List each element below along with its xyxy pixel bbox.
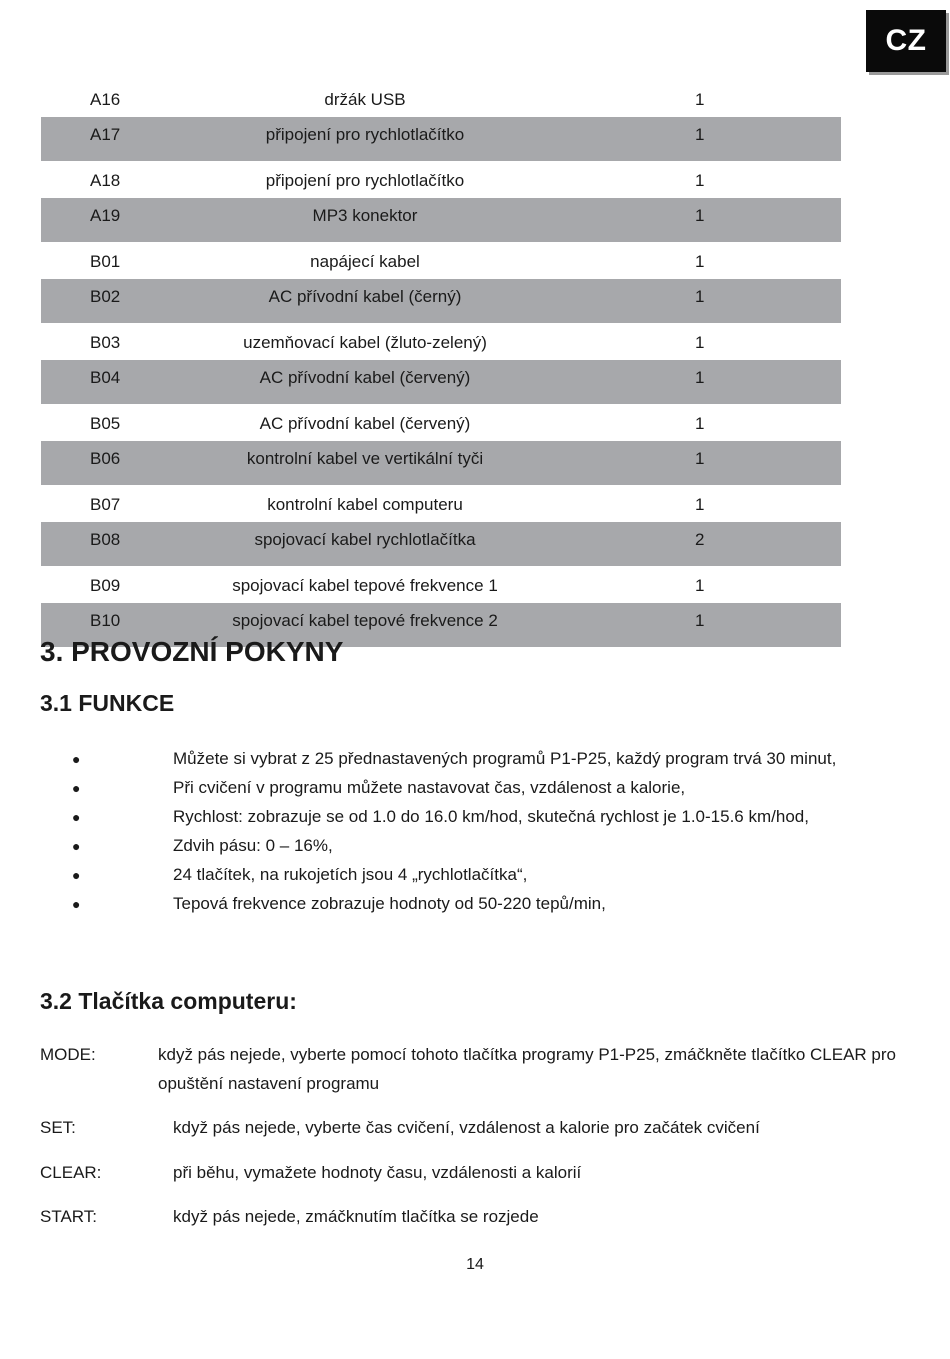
table-row	[41, 360, 841, 404]
list-item	[72, 860, 836, 889]
table-row	[41, 242, 841, 279]
button-description: při běhu, vymažete hodnoty času, vzdálenosti a kalorií	[173, 1163, 582, 1182]
list-item-text: Můžete si vybrat z 25 přednastavených programů P1-P25, každý program trvá 30 minut,	[173, 748, 837, 768]
part-qty: 1	[499, 198, 841, 242]
button-key: CLEAR:	[40, 1163, 102, 1182]
part-qty: 1	[695, 170, 705, 190]
button-definition-start	[40, 1202, 920, 1232]
list-item-text: Při cvičení v programu můžete nastavovat čas, vzdálenost a kalorie,	[173, 777, 686, 797]
table-row	[41, 80, 841, 117]
part-qty: 1	[695, 332, 705, 352]
part-code: B09	[90, 575, 121, 595]
list-item	[72, 831, 836, 860]
table-row	[41, 117, 841, 161]
part-qty: 1	[695, 413, 705, 433]
part-qty: 1	[499, 360, 841, 404]
part-qty: 2	[499, 522, 841, 566]
part-name: MP3 konektor	[231, 198, 499, 242]
part-qty: 1	[499, 441, 841, 485]
part-name: připojení pro rychlotlačítko	[265, 170, 465, 190]
part-name: AC přívodní kabel (červený)	[259, 413, 471, 433]
part-code: A18	[90, 170, 121, 190]
part-code: B03	[90, 332, 121, 352]
part-code: B04	[41, 360, 231, 404]
part-qty: 1	[499, 603, 841, 647]
button-description: když pás nejede, vyberte čas cvičení, vzdálenost a kalorie pro začátek cvičení	[173, 1118, 760, 1137]
part-name: spojovací kabel tepové frekvence 2	[231, 603, 499, 647]
part-code: B02	[41, 279, 231, 323]
bullet-icon: ●	[72, 750, 81, 767]
list-item	[72, 773, 836, 802]
part-name: uzemňovací kabel (žluto-zelený)	[243, 332, 487, 352]
part-name: napájecí kabel	[310, 251, 420, 271]
button-definition-mode	[40, 1040, 920, 1100]
button-key: START:	[40, 1207, 97, 1226]
bullet-icon: ●	[72, 866, 81, 883]
button-definition-clear	[40, 1158, 920, 1188]
part-qty: 1	[695, 575, 705, 595]
buttons-title: 3.2 Tlačítka computeru:	[40, 988, 297, 1014]
part-code: A17	[41, 117, 231, 161]
part-qty: 1	[499, 279, 841, 323]
bullet-icon: ●	[72, 808, 81, 825]
part-qty: 1	[695, 251, 705, 271]
list-item-text: Rychlost: zobrazuje se od 1.0 do 16.0 km/hod, skutečná rychlost je 1.0-15.6 km/hod,	[173, 806, 809, 826]
part-qty: 1	[695, 494, 705, 514]
bullet-icon: ●	[72, 779, 81, 796]
part-code: B08	[41, 522, 231, 566]
functions-list	[72, 744, 836, 918]
bullet-icon: ●	[72, 837, 81, 854]
part-qty: 1	[695, 89, 705, 109]
part-code: A16	[90, 89, 121, 109]
list-item	[72, 802, 836, 831]
functions-title: 3.1 FUNKCE	[40, 690, 175, 716]
table-row	[41, 404, 841, 441]
button-description: když pás nejede, vyberte pomocí tohoto tlačítka programy P1-P25, zmáčkněte tlačítko CLEAR pro opuštění nastavení programu	[158, 1045, 896, 1093]
list-item-text: Tepová frekvence zobrazuje hodnoty od 50-220 tepů/min,	[173, 893, 606, 913]
table-row	[41, 279, 841, 323]
part-name: AC přívodní kabel (černý)	[231, 279, 499, 323]
part-name: připojení pro rychlotlačítko	[231, 117, 499, 161]
table-row	[41, 566, 841, 603]
table-row	[41, 522, 841, 566]
part-name: kontrolní kabel ve vertikální tyči	[231, 441, 499, 485]
part-name: kontrolní kabel computeru	[267, 494, 463, 514]
part-qty: 1	[499, 117, 841, 161]
part-code: A19	[41, 198, 231, 242]
list-item	[72, 744, 836, 773]
part-name: AC přívodní kabel (červený)	[231, 360, 499, 404]
part-code: B07	[90, 494, 121, 514]
list-item	[72, 889, 836, 918]
part-code: B05	[90, 413, 121, 433]
part-code: B10	[41, 603, 231, 647]
table-row	[41, 161, 841, 198]
part-code: B01	[90, 251, 121, 271]
button-key: MODE:	[40, 1045, 96, 1064]
table-row	[41, 323, 841, 360]
table-row	[41, 485, 841, 522]
bullet-icon: ●	[72, 895, 81, 912]
table-row	[41, 198, 841, 242]
button-definition-set	[40, 1113, 920, 1143]
table-row	[41, 441, 841, 485]
list-item-text: Zdvih pásu: 0 – 16%,	[173, 835, 333, 855]
section-title: 3. PROVOZNÍ POKYNY	[40, 636, 344, 667]
button-key: SET:	[40, 1118, 76, 1137]
part-name: spojovací kabel rychlotlačítka	[231, 522, 499, 566]
part-code: B06	[41, 441, 231, 485]
page-number: 14	[466, 1256, 484, 1273]
part-name: spojovací kabel tepové frekvence 1	[232, 575, 498, 595]
button-description: když pás nejede, zmáčknutím tlačítka se rozjede	[173, 1207, 539, 1226]
list-item-text: 24 tlačítek, na rukojetích jsou 4 „rychlotlačítka“,	[173, 864, 528, 884]
part-name: držák USB	[324, 89, 406, 109]
parts-table	[41, 80, 841, 647]
language-badge: CZ	[866, 10, 946, 72]
